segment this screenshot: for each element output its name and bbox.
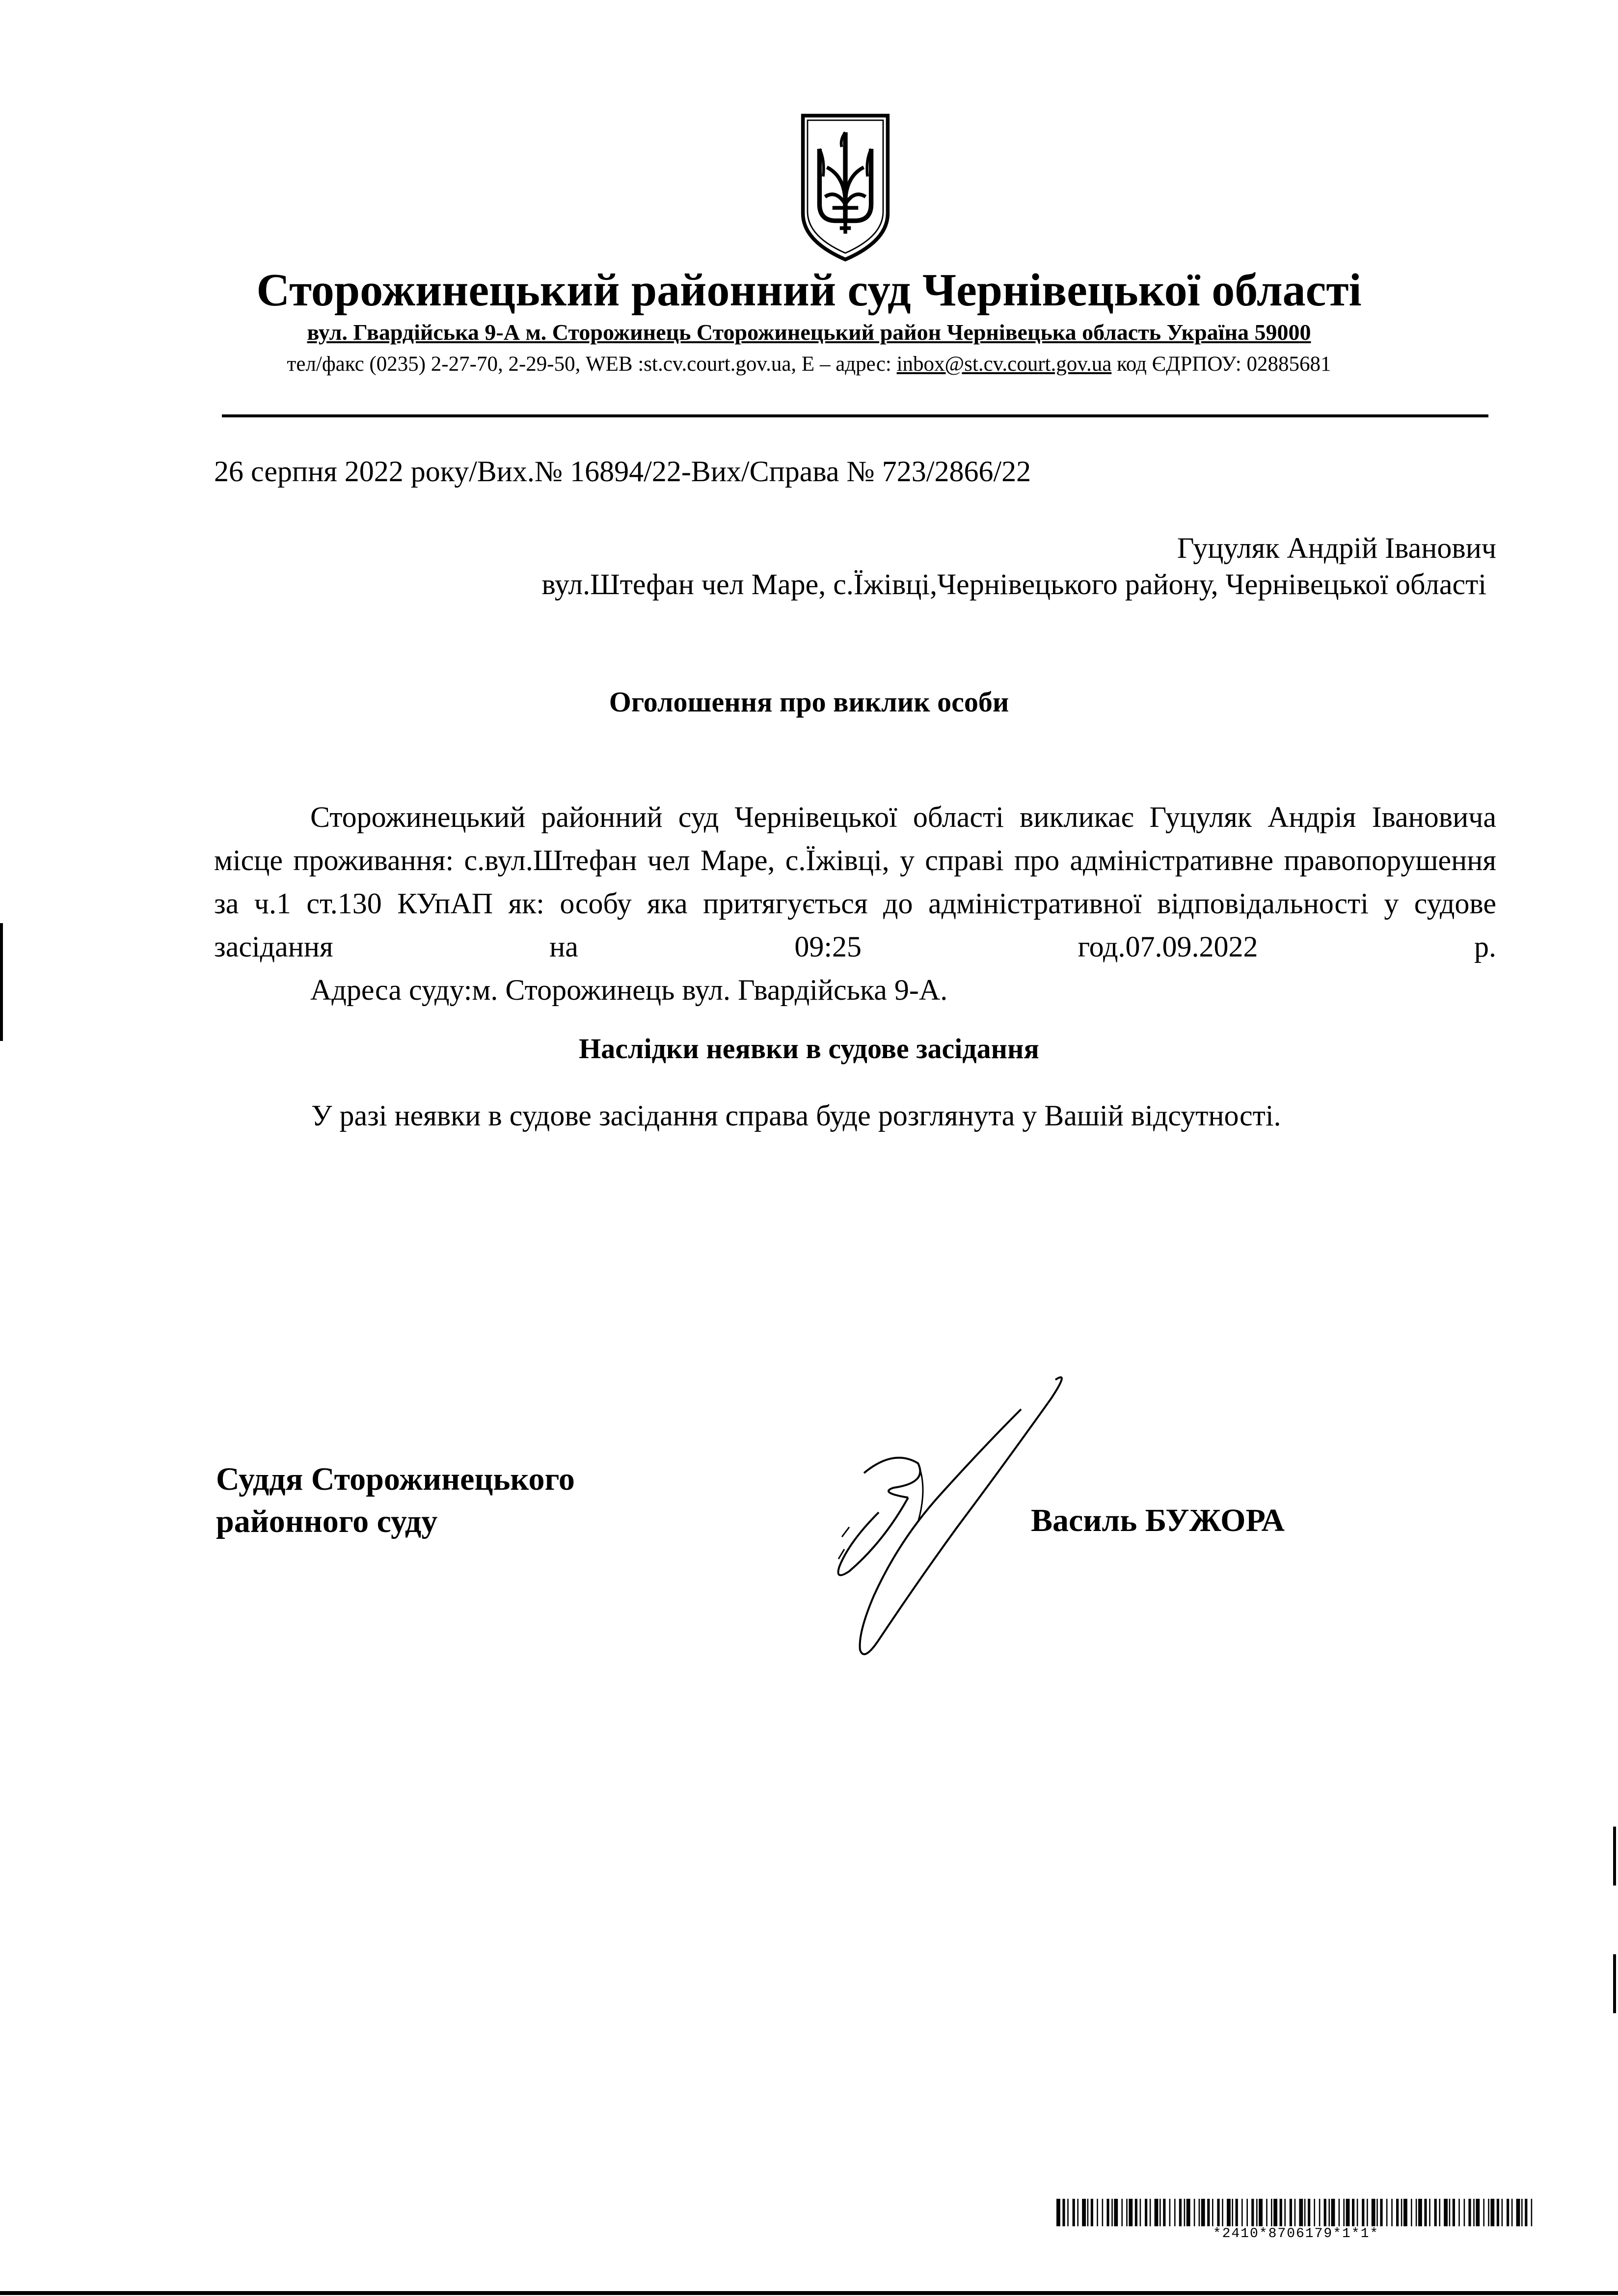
barcode-bar — [1401, 2199, 1402, 2226]
barcode-bar — [1521, 2199, 1523, 2226]
notice-paragraph: Сторожинецький районний суд Чернівецької області викликає Гуцуляк Андрія Івановича місце проживання: с.вул.Штефан чел Маре, с.Їжівці, у справі про адміністративне правопорушення за ч.1 ст.130 КУпАП як: особу яка притягується до адміністративної відповідальності у судове засідання на 09:25 год.07.09.2022 р. — [214, 801, 1496, 963]
coat-of-arms-icon — [799, 112, 891, 263]
barcode-bar — [1464, 2199, 1465, 2226]
barcode-bar — [1439, 2199, 1440, 2226]
barcode-bar — [1150, 2199, 1151, 2226]
barcode-bar — [1129, 2199, 1133, 2226]
barcode-bar — [1163, 2199, 1165, 2226]
barcode-bar — [1343, 2199, 1345, 2226]
barcode-bar — [1290, 2199, 1292, 2226]
barcode-bar — [1184, 2199, 1186, 2226]
contacts-suffix: код ЄДРПОУ: 02885681 — [1111, 353, 1331, 376]
barcode-bar — [1280, 2199, 1282, 2226]
barcode-bar — [1187, 2199, 1190, 2226]
court-address: вул. Гвардійська 9-А м. Сторожинець Сторожинецький район Чернівецька область Україна 59000 — [307, 320, 1311, 345]
barcode-bar — [1391, 2199, 1393, 2226]
barcode-bar — [1194, 2199, 1195, 2226]
barcode-bar — [1304, 2199, 1306, 2226]
barcode-bar — [1246, 2199, 1248, 2226]
barcode-bar — [1516, 2199, 1520, 2226]
barcode-bar — [1314, 2199, 1315, 2226]
barcode-bar — [1449, 2199, 1451, 2226]
barcode-bar — [1140, 2199, 1141, 2226]
barcode-bar — [1256, 2199, 1258, 2226]
barcode-bar — [1357, 2199, 1358, 2226]
barcode-bar — [1380, 2199, 1382, 2226]
barcode-bar — [1434, 2199, 1437, 2226]
barcode-bar — [1468, 2199, 1471, 2226]
barcode-bar — [1284, 2199, 1286, 2226]
barcode-bar — [1339, 2199, 1340, 2226]
barcode-bar — [1299, 2199, 1303, 2226]
barcode-bar — [1266, 2199, 1267, 2226]
barcode-bar — [1444, 2199, 1448, 2226]
barcode-bar — [1145, 2199, 1147, 2226]
barcode-bar — [1251, 2199, 1254, 2226]
barcode-bar — [1418, 2199, 1422, 2226]
barcode-bar — [1331, 2199, 1335, 2226]
reference-line: 26 серпня 2022 року/Вих.№ 16894/22-Вих/Справа № 723/2866/22 — [214, 455, 1031, 488]
barcode-bar — [1106, 2199, 1109, 2226]
barcode-bar — [1346, 2199, 1350, 2226]
barcode-bar — [1376, 2199, 1378, 2226]
barcode-bar — [1135, 2199, 1137, 2226]
barcode-bar — [1507, 2199, 1509, 2226]
barcode-bar — [1403, 2199, 1407, 2226]
barcode-bar — [1236, 2199, 1238, 2226]
court-name-heading: Сторожинецький районний суд Чернівецької області — [256, 265, 1362, 316]
barcode-bar — [1082, 2199, 1086, 2226]
barcode-bar — [1328, 2199, 1330, 2226]
barcode-bar — [1114, 2199, 1118, 2226]
barcode-bar — [1396, 2199, 1399, 2226]
barcode-bar — [1073, 2199, 1075, 2226]
barcode-bar — [1227, 2199, 1231, 2226]
barcode-bar — [1222, 2199, 1223, 2226]
judge-title-line2: районного суду — [216, 1503, 438, 1539]
barcode-bar — [1416, 2199, 1417, 2226]
judge-name: Василь БУЖОРА — [1031, 1503, 1285, 1538]
barcode-bar — [1488, 2199, 1489, 2226]
barcode-bar — [1294, 2199, 1296, 2226]
barcode-bar — [1207, 2199, 1210, 2226]
scan-edge-mark — [1613, 1954, 1616, 2013]
barcode-bar — [1511, 2199, 1513, 2226]
consequences-title: Наслідки неявки в судове засідання — [579, 1033, 1039, 1065]
scan-bottom-edge — [0, 2291, 1618, 2295]
barcode-bar — [1352, 2199, 1354, 2226]
judge-title-line1: Суддя Сторожинецького — [216, 1461, 575, 1497]
barcode-bar — [1411, 2199, 1412, 2226]
barcode-bar — [1121, 2199, 1123, 2226]
barcode-bar — [1169, 2199, 1171, 2226]
barcode-bar — [1308, 2199, 1310, 2226]
barcode-bar — [1259, 2199, 1263, 2226]
notice-title: Оголошення про виклик особи — [609, 686, 1009, 718]
barcode-bar — [1476, 2199, 1480, 2226]
barcode-bar — [1217, 2199, 1219, 2226]
barcode-bar — [1429, 2199, 1430, 2226]
header-divider — [222, 414, 1488, 417]
court-email-link[interactable]: inbox@st.cv.court.gov.ua — [896, 353, 1112, 376]
barcode-number: *2410*8706179*1*1* — [1213, 2226, 1379, 2241]
barcode-bar — [1212, 2199, 1214, 2226]
barcode-bar — [1091, 2199, 1093, 2226]
barcode-bar — [1241, 2199, 1243, 2226]
barcode-bar — [1097, 2199, 1098, 2226]
barcode-bar — [1372, 2199, 1375, 2226]
recipient-name: Гуцуляк Андрій Іванович — [1177, 532, 1496, 564]
judge-title — [216, 1458, 575, 1543]
barcode-bar — [1155, 2199, 1159, 2226]
barcode-bar — [1199, 2199, 1200, 2226]
barcode-bar — [1174, 2199, 1176, 2226]
barcode-bar — [1324, 2199, 1326, 2226]
barcode-bar — [1062, 2199, 1065, 2226]
barcode-bar — [1362, 2199, 1364, 2226]
barcode-bar — [1424, 2199, 1427, 2226]
barcode-bar — [1458, 2199, 1460, 2226]
barcode-bar — [1367, 2199, 1368, 2226]
barcode-bar — [1160, 2199, 1161, 2226]
barcode-bar — [1473, 2199, 1475, 2226]
recipient-address: вул.Штефан чел Маре, с.Їжівці,Чернівецького району, Чернівецької області — [541, 568, 1486, 601]
barcode-bar — [1056, 2199, 1060, 2226]
barcode-bar — [1271, 2199, 1272, 2226]
barcode-bar — [1201, 2199, 1205, 2226]
barcode-icon — [1056, 2199, 1536, 2226]
court-contacts — [0, 353, 1618, 376]
notice-body — [214, 795, 1496, 1011]
contacts-prefix: тел/факс (0235) 2-27-70, 2-29-50, WEB :st.cv.court.gov.ua, E – адрес: — [287, 353, 897, 376]
barcode-bar — [1386, 2199, 1388, 2226]
scan-edge-mark — [0, 923, 3, 1041]
scan-edge-mark — [1613, 1827, 1616, 1886]
barcode-bar — [1179, 2199, 1182, 2226]
consequences-text: У разі неявки в судове засідання справа буде розглянута у Вашій відсутності. — [311, 1099, 1281, 1132]
barcode-bar — [1087, 2199, 1089, 2226]
barcode-bar — [1077, 2199, 1079, 2226]
barcode-bar — [1453, 2199, 1455, 2226]
barcode-bar — [1502, 2199, 1503, 2226]
barcode-bar — [1490, 2199, 1494, 2226]
barcode-bar — [1525, 2199, 1527, 2226]
court-address-line: Адреса суду:м. Сторожинець вул. Гвардійська 9-А. — [310, 974, 948, 1006]
barcode-bar — [1067, 2199, 1069, 2226]
handwritten-signature-icon — [795, 1365, 1080, 1669]
barcode-bar — [1102, 2199, 1104, 2226]
barcode-bar — [1497, 2199, 1499, 2226]
barcode-bar — [1273, 2199, 1277, 2226]
barcode-bar — [1483, 2199, 1484, 2226]
barcode-bar — [1126, 2199, 1128, 2226]
barcode-bar — [1232, 2199, 1233, 2226]
barcode-bar — [1531, 2199, 1533, 2226]
barcode-bar — [1319, 2199, 1321, 2226]
barcode-bar — [1111, 2199, 1113, 2226]
